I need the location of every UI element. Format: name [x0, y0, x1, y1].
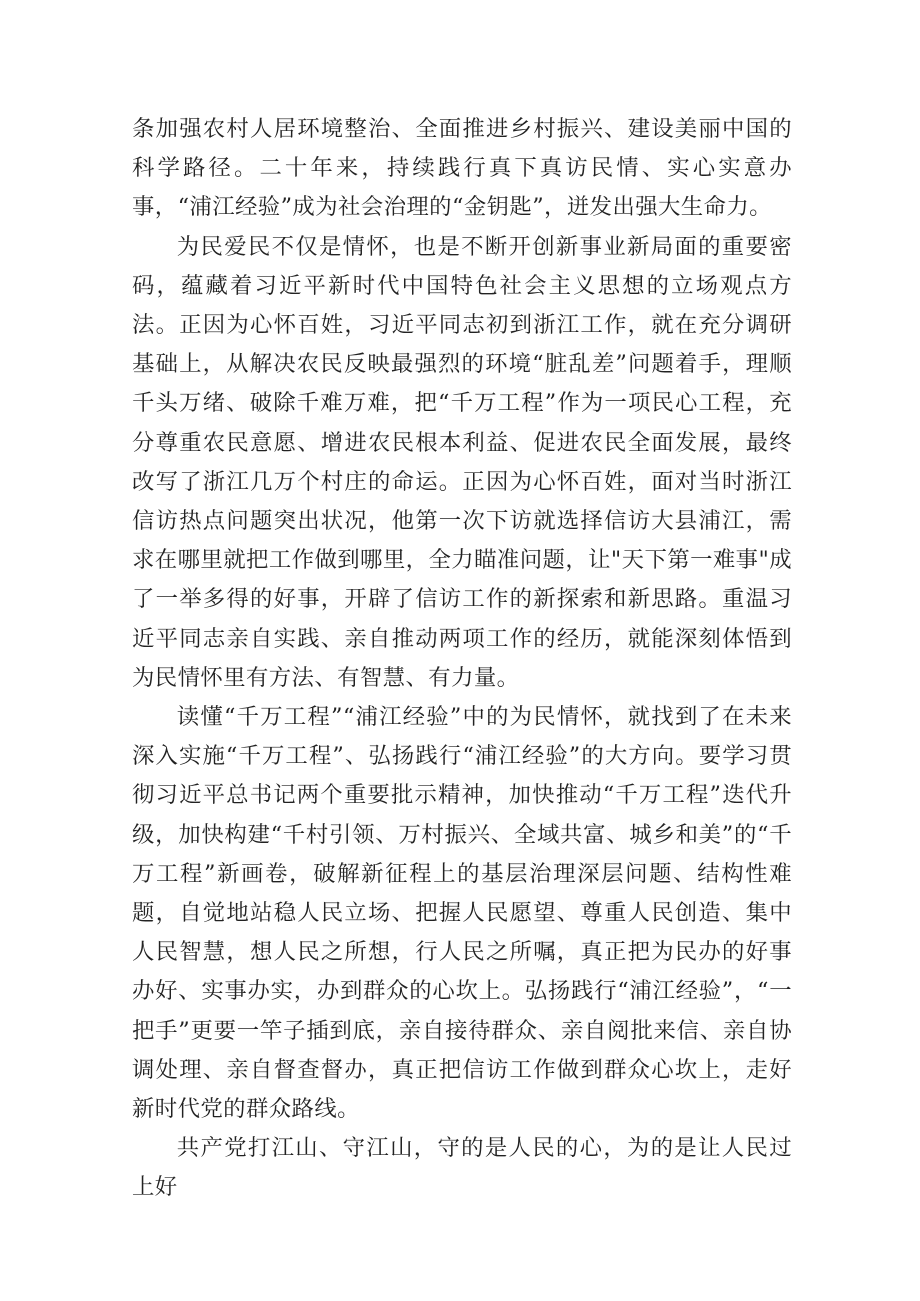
paragraph-4: 共产党打江山、守江山，守的是人民的心，为的是让人民过上好	[132, 1135, 792, 1201]
paragraph-2: 为民爱民不仅是情怀，也是不断开创新事业新局面的重要密码，蕴藏着习近平新时代中国特色社会主义思想的立场观点方法。正因为心怀百姓，习近平同志初到浙江工作，就在充分调研基础上，从解决农民反映最强烈的环境“脏乱差”问题着手，理顺千头万绪、破除千难万难，把“千万工程”作为一项民心工程，充分尊重农民意愿、增进农民根本利益、促进农民全面发展，最终改写了浙江几万个村庄的命运。正因为心怀百姓，面对当时浙江信访热点问题突出状况，他第一次下访就选择信访大县浦江，需求在哪里就把工作做到哪里，全力瞄准问题，让"天下第一难事"成了一举多得的好事，开辟了信访工作的新探索和新思路。重温习近平同志亲自实践、亲自推动两项工作的经历，就能深刻体悟到为民情怀里有方法、有智慧、有力量。	[132, 233, 792, 691]
paragraph-1: 条加强农村人居环境整治、全面推进乡村振兴、建设美丽中国的科学路径。二十年来，持续践行真下真访民情、实心实意办事，“浦江经验”成为社会治理的“金钥匙”，迸发出强大生命力。	[132, 116, 792, 221]
document-page	[132, 110, 792, 1208]
paragraph-3: 读懂“千万工程”“浦江经验”中的为民情怀，就找到了在未来深入实施“千万工程”、弘扬践行“浦江经验”的大方向。要学习贯彻习近平总书记两个重要批示精神，加快推动“千万工程”迭代升级，加快构建“千村引领、万村振兴、全域共富、城乡和美”的“千万工程”新画卷，破解新征程上的基层治理深层问题、结构性难题，自觉地站稳人民立场、把握人民愿望、尊重人民创造、集中人民智慧，想人民之所想，行人民之所嘱，真正把为民办的好事办好、实事办实，办到群众的心坎上。弘扬践行“浦江经验”，“一把手”更要一竿子插到底，亲自接待群众、亲自阅批来信、亲自协调处理、亲自督查督办，真正把信访工作做到群众心坎上，走好新时代党的群众路线。	[132, 704, 792, 1123]
